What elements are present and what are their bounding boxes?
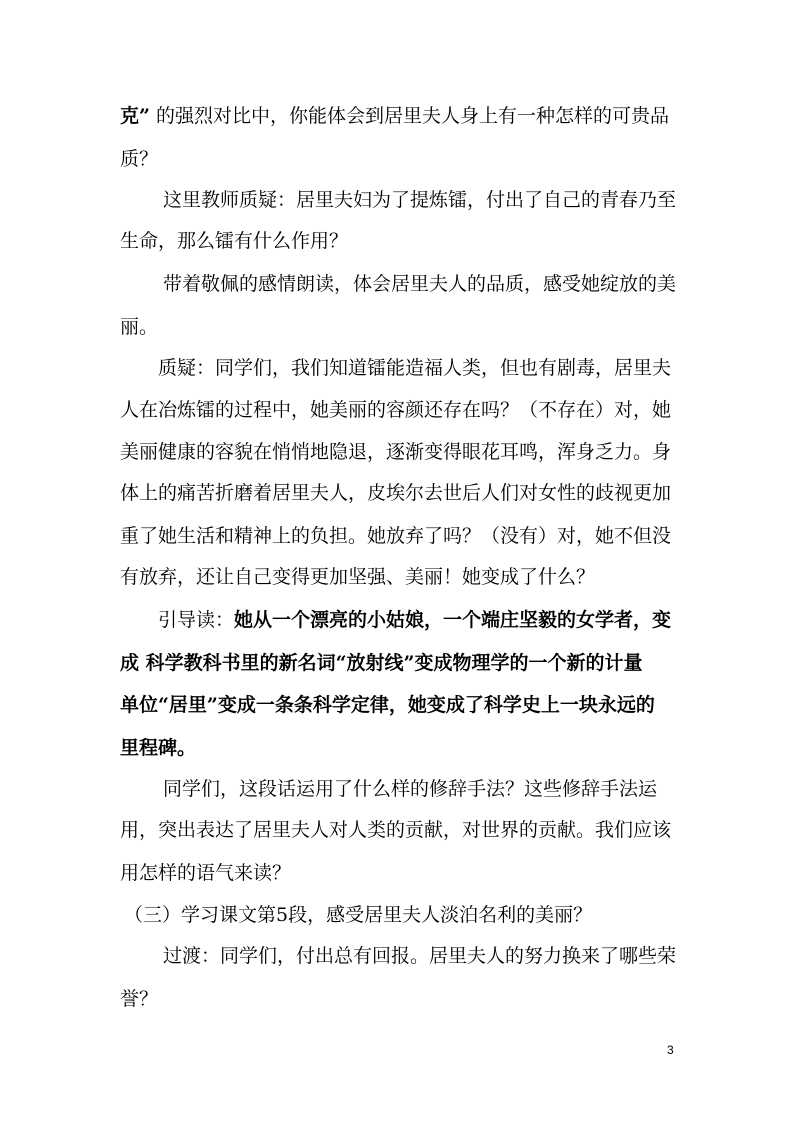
line-text: 这里教师质疑：居里夫妇为了提炼镭，付出了自己的青春乃至 [163,189,677,211]
section-heading [124,903,592,927]
text-line-7 [158,356,671,380]
text-line-4 [120,229,348,253]
line-text: 美丽健康的容貌在悄悄地隐退，逐渐变得眼花耳鸣，浑身乏力。身 [120,441,672,463]
line-text: 人在冶炼镭的过程中，她美丽的容颜还存在吗？（不存在）对，她 [120,399,672,421]
line-text: 丽。 [120,316,159,338]
text-line-12 [120,565,595,589]
text-line-15 [120,693,655,717]
line-text: 重了她生活和精神上的负担。她放弃了吗？（没有）对，她不但没 [120,525,672,547]
line-text: 有放弃，还让自己变得更加坚强、美丽！她变成了什么？ [120,566,596,588]
line-lead: 引导读： [158,609,235,631]
text-line-6 [120,315,158,339]
line-text: 过渡：同学们，付出总有回报。居里夫人的努力换来了哪些荣 [163,945,677,967]
text-line-22 [120,987,158,1011]
quoted-word: 克” [120,105,150,127]
text-line-17 [163,777,657,801]
guided-reading-text: 成 科学教科书里的新名词“放射线”变成物理学的一个新的计量 [120,652,643,674]
guided-reading-text: 里程碑。 [120,737,197,759]
text-line-11 [120,524,671,548]
text-line-3 [163,188,676,212]
line-text: 生命，那么镭有什么作用？ [120,230,349,252]
guided-reading-text: 单位“居里”变成一条条科学定律，她变成了科学史上一块永远的 [120,694,655,716]
text-line-8 [120,398,671,422]
line-text: 用，突出表达了居里夫人对人类的贡献，对世界的贡献。我们应该 [120,819,672,841]
line-text: 同学们，这段话运用了什么样的修辞手法？这些修辞手法运 [163,778,658,800]
line-text: 带着敬佩的感情朗读，体会居里夫人的品质，感受她绽放的美 [163,273,677,295]
line-text: 的强烈对比中，你能体会到居里夫人身上有一种怎样的可贵品 [149,105,669,127]
text-line-21 [163,944,676,968]
text-line-18 [120,818,671,842]
line-text: 质疑：同学们，我们知道镭能造福人类，但也有剧毒，居里夫 [158,357,672,379]
text-line-13 [158,608,671,632]
page-number: 3 [667,1043,674,1057]
text-line-5 [163,272,676,296]
line-text: 体上的痛苦折磨着居里夫人，皮埃尔去世后人们对女性的歧视更加 [120,482,672,504]
line-text: 誉？ [120,988,159,1010]
text-line-10 [120,481,671,505]
text-line-1 [120,104,669,128]
line-text: （三）学习课文第5段，感受居里夫人淡泊名利的美丽？ [124,904,593,926]
guided-reading-text: 她从一个漂亮的小姑娘，一个端庄坚毅的女学者，变 [234,609,672,631]
line-text: 用怎样的语气来读？ [120,862,292,884]
text-line-16 [120,736,196,760]
text-line-19 [120,861,291,885]
line-text: 质？ [120,148,159,170]
text-line-2 [120,147,158,171]
text-line-14 [120,651,642,675]
text-line-9 [120,440,671,464]
